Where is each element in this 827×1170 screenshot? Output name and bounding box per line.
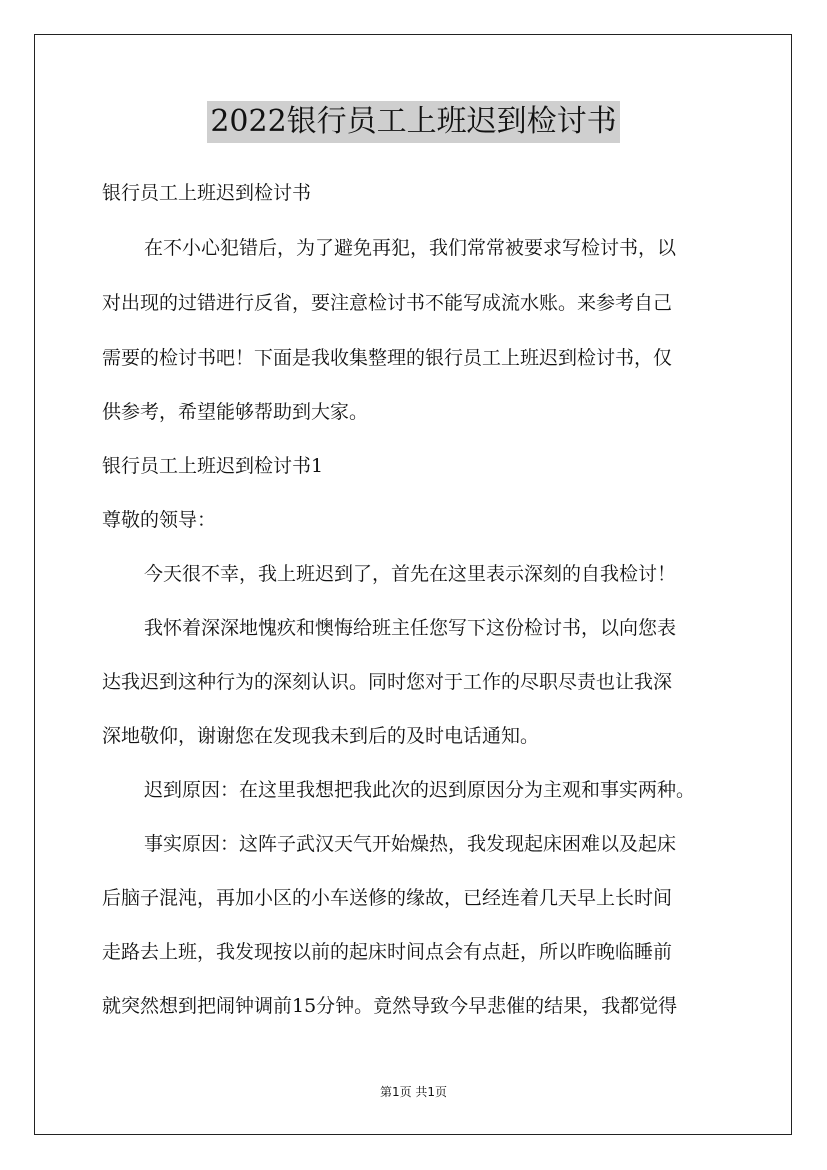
title-container bbox=[0, 101, 827, 143]
paragraph-line: 对出现的过错进行反省，要注意检讨书不能写成流水账。来参考自己 bbox=[102, 292, 673, 314]
paragraph-line: 走路去上班，我发现按以前的起床时间点会有点赶，所以昨晚临睡前 bbox=[102, 941, 673, 963]
document-title: 2022银行员工上班迟到检讨书 bbox=[207, 101, 619, 143]
paragraph-line: 深地敬仰，谢谢您在发现我未到后的及时电话通知。 bbox=[102, 725, 540, 747]
paragraph-line: 需要的检讨书吧！下面是我收集整理的银行员工上班迟到检讨书，仅 bbox=[102, 347, 673, 369]
paragraph-line: 事实原因：这阵子武汉天气开始燥热，我发现起床困难以及起床 bbox=[144, 833, 677, 855]
paragraph-line: 供参考，希望能够帮助到大家。 bbox=[102, 401, 369, 423]
salutation-line: 尊敬的领导： bbox=[102, 509, 217, 531]
paragraph-line: 迟到原因：在这里我想把我此次的迟到原因分为主观和事实两种。 bbox=[144, 779, 696, 801]
page-footer: 第1页 共1页 bbox=[379, 1085, 448, 1099]
paragraph-line: 就突然想到把闹钟调前15分钟。竟然导致今早悲催的结果，我都觉得 bbox=[102, 995, 678, 1017]
paragraph-line: 今天很不幸，我上班迟到了，首先在这里表示深刻的自我检讨！ bbox=[144, 563, 677, 585]
subtitle-line: 银行员工上班迟到检讨书 bbox=[102, 182, 312, 204]
paragraph-line: 在不小心犯错后，为了避免再犯，我们常常被要求写检讨书，以 bbox=[144, 237, 677, 259]
paragraph-line: 达我迟到这种行为的深刻认识。同时您对于工作的尽职尽责也让我深 bbox=[102, 671, 673, 693]
paragraph-line: 后脑子混沌，再加小区的小车送修的缘故，已经连着几天早上长时间 bbox=[102, 887, 673, 909]
section-heading: 银行员工上班迟到检讨书1 bbox=[102, 455, 324, 477]
paragraph-line: 我怀着深深地愧疚和懊悔给班主任您写下这份检讨书，以向您表 bbox=[144, 617, 677, 639]
